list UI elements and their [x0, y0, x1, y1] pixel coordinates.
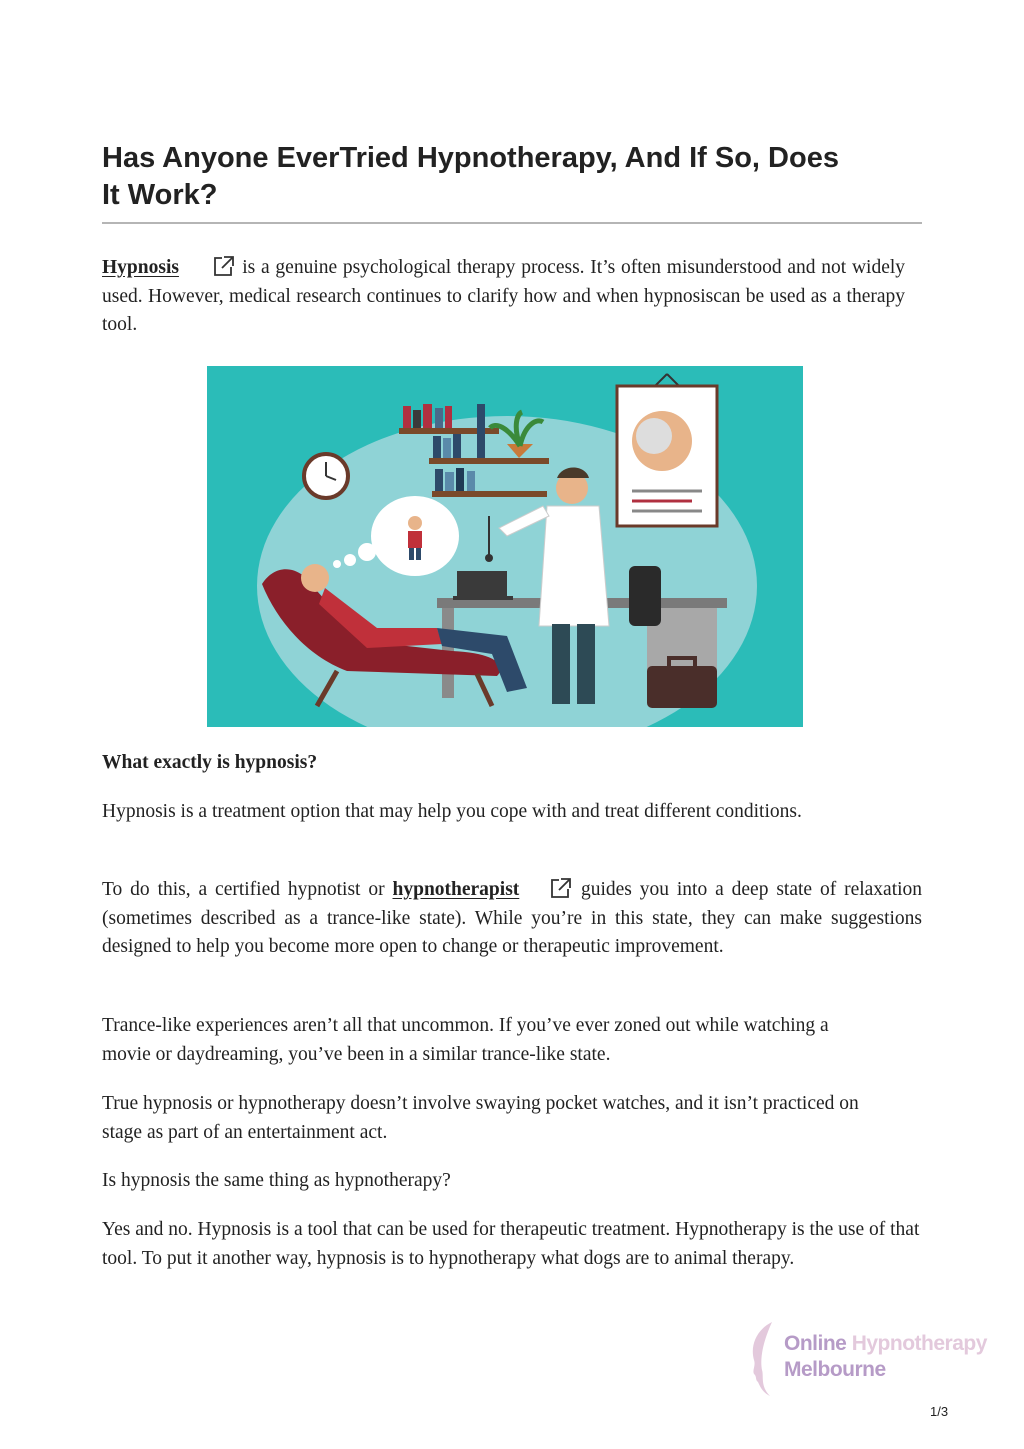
title-divider [102, 222, 922, 224]
paragraph-2-lead: To do this, a certified hypnotist or [102, 879, 385, 900]
page-number: 1/3 [930, 1404, 949, 1419]
page-title: Has Anyone EverTried Hypnotherapy, And If So, Does It Work? [102, 142, 839, 211]
logo-line-1: Online Hypnotherapy [784, 1332, 987, 1355]
external-link-icon[interactable] [549, 877, 573, 899]
paragraph-3: Trance-like experiences aren’t all that uncommon. If you’ve ever zoned out while watching a movie or daydreaming, you’ve been in a similar trance-like state. [102, 1015, 829, 1065]
paragraph-5: Is hypnosis the same thing as hypnotherapy? [102, 1170, 451, 1191]
paragraph-1: Hypnosis is a treatment option that may help you cope with and treat different conditions. [102, 801, 802, 822]
hypnotherapist-link[interactable]: hypnotherapist [392, 879, 520, 900]
hypnosis-link[interactable]: Hypnosis [102, 257, 179, 278]
section-heading: What exactly is hypnosis? [102, 752, 318, 773]
intro-text: is a genuine psychological therapy process. It’s often misunderstood and not widely used. However, medical research continues to clarify how and when hypnosiscan be used as a therapy tool. [102, 257, 906, 335]
paragraph-2-rest: guides you into a deep state of relaxation (sometimes described as a trance-like state). While you’re in this state, they can make suggestions designed to help you become more open to change or therapeutic improvement. [102, 879, 923, 957]
paragraph-4: True hypnosis or hypnotherapy doesn’t involve swaying pocket watches, and it isn’t practiced on stage as part of an entertainment act. [102, 1093, 859, 1143]
intro-paragraph [102, 254, 905, 340]
paragraph-6: Yes and no. Hypnosis is a tool that can be used for therapeutic treatment. Hypnotherapy is the use of that tool. To put it another way, hypnosis is to hypnotherapy what dogs are to animal therapy. [102, 1219, 920, 1269]
hypnotherapy-illustration [207, 366, 803, 727]
brand-logo [748, 1320, 987, 1400]
face-silhouette-icon [748, 1320, 784, 1400]
paragraph-2 [102, 876, 922, 962]
logo-line-2: Melbourne [784, 1358, 886, 1381]
external-link-icon[interactable] [212, 255, 236, 277]
